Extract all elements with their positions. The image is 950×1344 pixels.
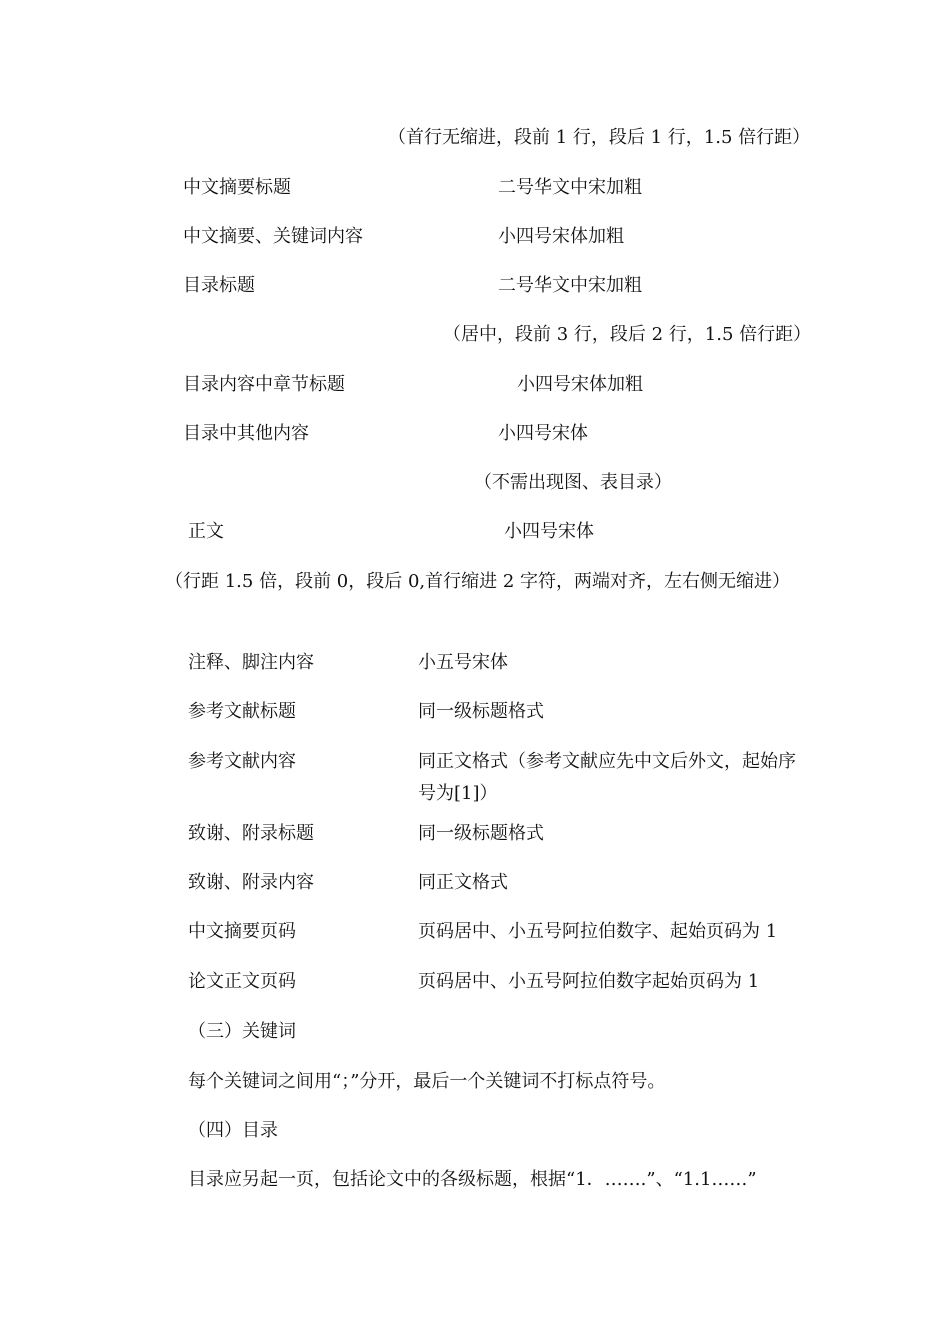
row-value: 页码居中、小五号阿拉伯数字起始页码为 1 xyxy=(418,971,760,992)
row-value: 小四号宋体 xyxy=(504,521,594,542)
toc-spacing-note: （居中，段前 3 行，段后 2 行，1.5 倍行距） xyxy=(443,324,812,345)
row-label: 注释、脚注内容 xyxy=(188,652,314,673)
row-label: 目录标题 xyxy=(183,275,255,296)
keywords-text: 每个关键词之间用“；”分开，最后一个关键词不打标点符号。 xyxy=(188,1071,666,1092)
row-label: 致谢、附录内容 xyxy=(188,872,314,893)
row-value: 同正文格式 xyxy=(418,872,508,893)
keywords-heading: （三）关键词 xyxy=(188,1021,296,1042)
no-figure-list-note: （不需出现图、表目录） xyxy=(474,472,672,493)
abstract-spacing-note: （首行无缩进，段前 1 行，段后 1 行，1.5 倍行距） xyxy=(388,127,811,148)
row-value: 二号华文中宋加粗 xyxy=(498,275,642,296)
body-spacing-note: （行距 1.5 倍，段前 0，段后 0,首行缩进 2 字符，两端对齐，左右侧无缩进） xyxy=(165,571,791,592)
row-label: 目录内容中章节标题 xyxy=(183,374,345,395)
row-value: 小四号宋体 xyxy=(498,423,588,444)
row-value: 同一级标题格式 xyxy=(418,823,544,844)
row-value: 二号华文中宋加粗 xyxy=(498,177,642,198)
toc-heading: （四）目录 xyxy=(188,1120,278,1141)
row-label: 中文摘要页码 xyxy=(188,921,296,942)
row-label: 目录中其他内容 xyxy=(183,423,309,444)
row-label: 正文 xyxy=(188,521,224,542)
toc-text: 目录应另起一页，包括论文中的各级标题，根据“1．…….”、“1.1……” xyxy=(188,1169,757,1190)
row-label: 致谢、附录标题 xyxy=(188,823,314,844)
row-label: 论文正文页码 xyxy=(188,971,296,992)
row-value: 同一级标题格式 xyxy=(418,701,544,722)
row-value: 同正文格式（参考文献应先中文后外文，起始序号为[1]） xyxy=(418,751,796,804)
row-label: 中文摘要、关键词内容 xyxy=(183,226,363,247)
row-label: 中文摘要标题 xyxy=(183,177,291,198)
row-value: 小四号宋体加粗 xyxy=(498,226,624,247)
row-value: 小四号宋体加粗 xyxy=(517,374,643,395)
row-value: 小五号宋体 xyxy=(418,652,508,673)
row-value: 页码居中、小五号阿拉伯数字、起始页码为 1 xyxy=(418,921,778,942)
row-label: 参考文献内容 xyxy=(188,751,296,772)
row-label: 参考文献标题 xyxy=(188,701,296,722)
